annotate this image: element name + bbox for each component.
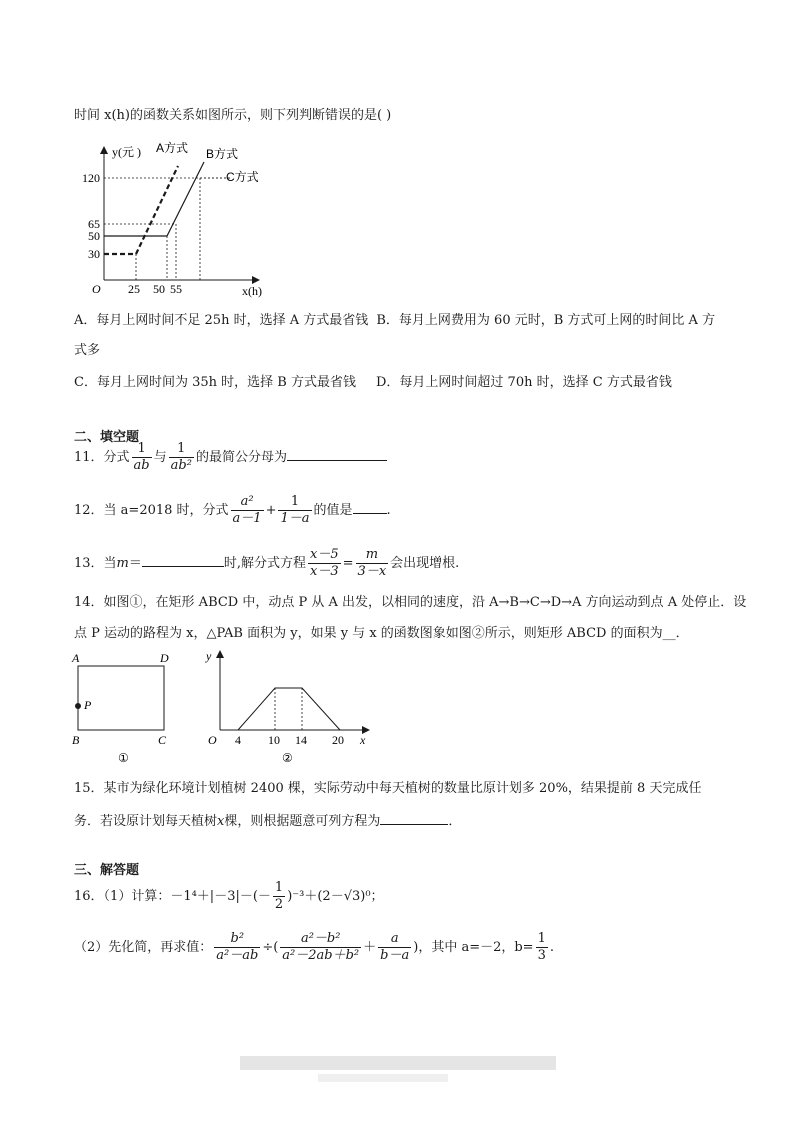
- q11-f1-den: ab: [133, 458, 150, 473]
- label-b: B方式: [206, 147, 239, 161]
- vertex-b: B: [72, 733, 80, 747]
- q11-fraction-1: [132, 441, 152, 474]
- y-label: y(元 ): [112, 145, 141, 159]
- q10-option-c: C．每月上网时间为 35h 时，选择 B 方式最省钱: [74, 375, 356, 390]
- q16-p2-f2-num: a²－b²: [280, 931, 361, 948]
- q10-option-a: [74, 313, 715, 329]
- q15-var: x: [217, 814, 225, 829]
- line-b: [104, 162, 204, 236]
- q10-graph: [70, 138, 280, 300]
- q14-figure-graph: [200, 646, 380, 768]
- q12-prefix: 12．当 a=2018 时，分式: [74, 503, 229, 518]
- q11-f1-num: 1: [132, 441, 152, 458]
- caption-1: ①: [118, 751, 129, 765]
- graph2-y-arrow: [216, 650, 224, 658]
- q13-var: m: [116, 556, 129, 571]
- footer-watermark: [240, 1056, 556, 1070]
- q16-p2-f1-num: b²: [214, 931, 260, 948]
- q16-part1: [74, 880, 384, 913]
- q11: [74, 441, 387, 474]
- x-label: x(h): [242, 284, 262, 298]
- q11-answer-blank[interactable]: [287, 448, 387, 461]
- caption-2: ②: [282, 751, 293, 765]
- q12-f2-den: 1－a: [280, 511, 310, 526]
- x-tick-25: 25: [128, 282, 140, 296]
- q16-p2-fraction-2: [280, 931, 361, 964]
- label-a: A方式: [156, 141, 189, 155]
- graph2-y-label: y: [206, 649, 212, 663]
- graph2-origin: O: [208, 733, 217, 747]
- q16-p2-f3-num: a: [378, 931, 411, 948]
- q16-part1-expr-b: )⁻³＋(2－√3)⁰: [287, 889, 371, 904]
- q12-f2-num: 1: [278, 494, 311, 511]
- q16-part1-den: 2: [274, 897, 284, 912]
- q16-p2-f2-den: a²－2ab＋b²: [282, 948, 360, 963]
- graph2-tick-14: 14: [295, 733, 307, 747]
- q16-part2: [74, 931, 554, 964]
- q11-mid: 与: [153, 450, 167, 465]
- q16-part1-prefix: 16．（1）计算：: [74, 889, 171, 904]
- origin-label: O: [92, 282, 101, 296]
- vertex-c: C: [158, 733, 167, 747]
- q13: [74, 547, 459, 580]
- q11-prefix: 11．分式: [74, 450, 130, 465]
- point-p: [75, 703, 81, 709]
- q11-suffix: 的最简公分母为: [195, 450, 287, 465]
- q13-f2-den: 3－x: [357, 564, 387, 579]
- q15-end: ．: [448, 814, 462, 829]
- q12-suffix: 的值是: [313, 503, 353, 518]
- q16-p2-end: .: [549, 940, 554, 955]
- x-tick-55: 55: [170, 282, 182, 296]
- q16-part1-num: 1: [274, 880, 284, 895]
- graph2-x-label: x: [360, 733, 366, 747]
- section-solve-title: 三、解答题: [74, 863, 140, 878]
- q16-p2-close: ): [413, 940, 419, 955]
- q13-suffix: 会出现增根.: [390, 556, 460, 571]
- y-tick-120: 120: [82, 171, 100, 185]
- q13-eq: ＝: [128, 556, 142, 571]
- q16-p2-fraction-3: [378, 931, 411, 964]
- q16-p2-fraction-1: [214, 931, 260, 964]
- q16-p2-b-den: 3: [537, 948, 546, 963]
- q13-prefix: 13．当: [74, 556, 117, 571]
- q16-p2-plus: ＋: [363, 940, 377, 955]
- q13-f2-num: m: [356, 547, 389, 564]
- q16-part1-expr-a: －1⁴＋|－3|－(－: [170, 889, 271, 904]
- y-tick-65: 65: [88, 217, 100, 231]
- graph2-tick-20: 20: [332, 733, 344, 747]
- q13-f1-num: x－5: [310, 547, 339, 562]
- q13-answer-blank[interactable]: [142, 554, 224, 567]
- vertex-d: D: [160, 651, 169, 665]
- q13-fraction-1: [308, 547, 341, 580]
- q15-line2: [74, 812, 461, 830]
- graph2-curve: [238, 688, 340, 730]
- q12: [74, 494, 391, 527]
- q13-eq2: =: [342, 556, 354, 571]
- q12-fraction-2: [278, 494, 311, 527]
- q15-line1: 15．某市为绿化环境计划植树 2400 棵，实际劳动中每天植树的数量比原计划多 20%，结果提前 8 天完成任: [74, 781, 702, 796]
- q12-plus: +: [265, 503, 277, 518]
- vertex-a: A: [72, 651, 80, 665]
- q16-part1-fraction: [273, 880, 285, 913]
- q12-end: .: [386, 503, 391, 518]
- q16-part1-end: ；: [370, 889, 384, 904]
- q16-p2-b-fraction: [536, 931, 548, 964]
- q14-line1: 14．如图①，在矩形 ABCD 中，动点 P 从 A 出发，以相同的速度，沿 A→B→C→D→A 方向运动到点 A 处停止．设: [74, 595, 747, 610]
- label-c: C方式: [226, 170, 259, 184]
- graph2-tick-10: 10: [268, 733, 280, 747]
- graph2-tick-4: 4: [235, 733, 241, 747]
- section-fill-in-title: 二、填空题: [74, 430, 140, 445]
- q10-stem: 时间 x(h)的函数关系如图所示，则下列判断错误的是( ): [74, 108, 392, 123]
- q12-f1-num: a²: [231, 494, 264, 511]
- q11-f2-num: 1: [169, 441, 194, 458]
- q14-line2: 点 P 运动的路程为 x，△PAB 面积为 y，如果 y 与 x 的函数图象如图②所示，则矩形 ABCD 的面积为__．: [74, 626, 689, 641]
- q13-fraction-2: [356, 547, 389, 580]
- q12-f1-den: a－1: [232, 511, 262, 526]
- q11-fraction-2: [169, 441, 194, 474]
- q12-answer-blank[interactable]: [353, 501, 387, 514]
- q16-part2-prefix: （2）先化简，再求值：: [74, 940, 213, 955]
- y-axis-arrow: [100, 146, 108, 154]
- option-a-text: A．每月上网时间不足 25h 时，选择 A 方式最省钱: [74, 313, 369, 328]
- q16-p2-f1-den: a²－ab: [216, 948, 259, 963]
- option-b-text: B．每月上网费用为 60 元时，B 方式可上网的时间比 A 方: [376, 313, 716, 328]
- q15-line2-b: 棵，则根据题意可列方程为: [224, 814, 381, 829]
- q10-option-d: D．每月上网时间超过 70h 时，选择 C 方式最省钱: [376, 375, 672, 390]
- q15-answer-blank[interactable]: [380, 812, 448, 825]
- q11-f2-den: ab²: [170, 458, 192, 473]
- label-p: P: [84, 698, 92, 712]
- q13-mid: 时,解分式方程: [223, 556, 307, 571]
- q14-figure-rectangle: [70, 650, 180, 768]
- q15-line2-a: 务．若设原计划每天植树: [74, 814, 218, 829]
- q16-p2-div: ÷(: [262, 940, 279, 955]
- q16-p2-b-num: 1: [537, 931, 546, 946]
- q12-fraction-1: [231, 494, 264, 527]
- y-tick-50: 50: [88, 229, 100, 243]
- footer-watermark-sub: [318, 1074, 448, 1082]
- q13-f1-den: x－3: [310, 564, 339, 579]
- x-tick-50: 50: [153, 282, 165, 296]
- y-tick-30: 30: [88, 247, 100, 261]
- q10-option-b-cont: 式多: [74, 343, 101, 358]
- q16-p2-f3-den: b－a: [380, 948, 410, 963]
- x-axis-arrow: [252, 276, 260, 284]
- q16-p2-where: ，其中 a=－2，b=: [418, 940, 534, 955]
